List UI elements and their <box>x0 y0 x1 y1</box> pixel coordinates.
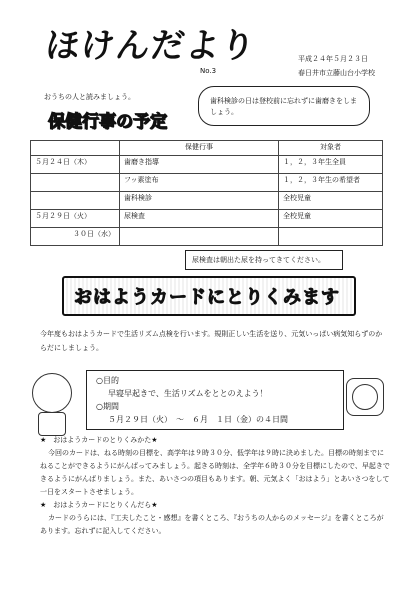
table-header: 保健行事 <box>120 141 279 156</box>
schedule-table <box>30 140 383 246</box>
card-heading: ★ おはようカードにとりくんだら★ <box>40 501 158 509</box>
clock-face-icon <box>352 384 378 410</box>
table-cell-target: 全校児童 <box>279 210 383 228</box>
table-cell-date: ５月２９日（火） <box>31 210 120 228</box>
table-header <box>31 141 120 156</box>
period-label: ○期間 <box>96 402 119 411</box>
table-cell-target: 全校児童 <box>279 192 383 210</box>
banner-title: おはようカードにとりくみます <box>74 287 340 308</box>
sun-illustration <box>32 373 72 413</box>
card-text: カードのうらには、『工夫したこと・感想』を書くところ、『おうちの人からのメッセージ』を書くところがあります。忘れずに記入してください。 <box>40 514 384 535</box>
issue-number: No.3 <box>200 67 217 75</box>
table-cell-event: フッ素塗布 <box>120 174 279 192</box>
table-row <box>31 174 383 192</box>
child-illustration <box>38 412 66 436</box>
table-cell-event: 歯磨き指導 <box>120 156 279 174</box>
table-cell-date: ５月２４日（木） <box>31 156 120 174</box>
howto-text: 今回のカードは、ねる時刻の目標を、高学年は９時３０分、低学年は９時に決めました。目標の時刻までにねることができるようにがんばってみましょう。起きる時刻は、全学年６時３０分を目標にしたので、早起きできるようにがんばりましょう。また、あいさつの項目もあります。朝、元気よく「おはよう」とあいさつをして一日をスタートさせましょう。 <box>40 449 390 496</box>
issue-date: 平成２４年５月２３日 <box>298 55 368 63</box>
intro-text: 今年度もおはようカードで生活リズム点検を行います。規則正しい生活を送り、元気いっぱい病気知らずのからだにしましょう。 <box>40 330 383 352</box>
table-row <box>31 156 383 174</box>
masthead-title: ほけんだより <box>43 26 258 66</box>
table-row <box>31 228 383 246</box>
table-cell-target: １，２，３年生の希望者 <box>279 174 383 192</box>
family-note: おうちの人と読みましょう。 <box>44 93 135 101</box>
table-cell-date: ３０日（水） <box>31 228 120 246</box>
table-header: 対象者 <box>279 141 383 156</box>
table-cell-event: 歯科検診 <box>120 192 279 210</box>
table-cell-event <box>120 228 279 246</box>
table-cell-event: 尿検査 <box>120 210 279 228</box>
table-header-row <box>31 141 383 156</box>
urine-test-note: 尿検査は朝出た尿を持ってきてください。 <box>185 250 343 270</box>
goal-content <box>96 374 336 426</box>
section-title: 保健行事の予定 <box>48 112 167 132</box>
bubble-text: 歯科検診の日は登校前に忘れずに歯磨きをしましょう。 <box>210 97 357 116</box>
goal-text: 早寝早起きで、生活リズムをととのえよう！ <box>108 389 268 398</box>
table-cell-date <box>31 192 120 210</box>
howto-heading: ★ おはようカードのとりくみかた★ <box>40 436 158 444</box>
table-cell-target <box>279 228 383 246</box>
period-text: ５月２９日（火） ～ ６月 １日（金）の４日間 <box>108 415 288 424</box>
table-cell-date <box>31 174 120 192</box>
howto-section <box>40 434 390 538</box>
goal-label: ○目的 <box>96 376 119 385</box>
school-name: 春日井市立藤山台小学校 <box>298 69 375 77</box>
table-row <box>31 210 383 228</box>
table-cell-target: １，２，３年生全員 <box>279 156 383 174</box>
table-row <box>31 192 383 210</box>
